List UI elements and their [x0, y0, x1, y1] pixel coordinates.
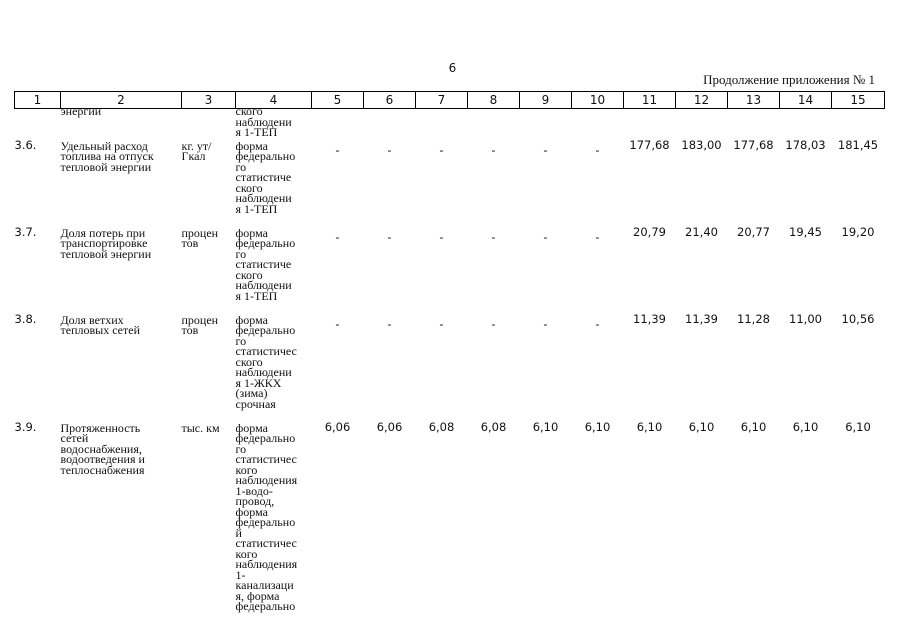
indicator-name [61, 138, 182, 225]
value-cell: - [543, 229, 548, 244]
value-cell: - [335, 229, 340, 244]
value-cell: 6,10 [845, 419, 871, 434]
data-source-line: федерально [235, 236, 296, 250]
indicators-table [14, 91, 885, 623]
data-source-line: статистичес [235, 536, 297, 550]
unit-of-measure [182, 138, 236, 225]
column-number-header: 4 [236, 92, 312, 109]
value-cell: 11,28 [737, 311, 770, 326]
data-source-line: наблюдения [235, 557, 298, 571]
data-source-line: й [235, 525, 242, 540]
data-source-line: (зима) [235, 386, 268, 400]
data-source-line: го [235, 159, 247, 174]
data-source-line: федерально [235, 431, 296, 445]
data-source [236, 312, 312, 420]
unit-line: тов [181, 236, 199, 250]
value-cell: 21,40 [685, 224, 718, 239]
data-source-line: статистичес [235, 452, 297, 466]
value-cell: 6,08 [480, 419, 507, 434]
appendix-continuation-label: Продолжение приложения № 1 [703, 72, 875, 87]
value-cell: 6,08 [428, 419, 455, 434]
data-source [236, 420, 312, 623]
column-number-header: 15 [832, 92, 885, 109]
value-cell: - [491, 316, 496, 331]
indicator-name-line: тепловых сетей [60, 323, 140, 337]
data-source-line: наблюдени [235, 365, 292, 379]
value-cell: - [335, 316, 340, 331]
indicator-name-line: водоотведения и [60, 452, 145, 466]
data-source-line: я 1-ТЕП [235, 201, 278, 216]
data-source-line: кого [235, 546, 258, 561]
column-number-header: 2 [61, 92, 182, 109]
indicator-name-line: теплоснабжения [60, 462, 145, 477]
data-source-line: статистиче [235, 257, 292, 271]
value-cell: 181,45 [837, 137, 879, 152]
value-cell: 6,10 [584, 419, 611, 434]
indicator-name-line: транспортировке [60, 236, 148, 250]
table-row [15, 312, 885, 420]
column-number-header: 5 [312, 92, 364, 109]
unit-of-measure [182, 225, 236, 312]
fragment-source-line: ского [235, 104, 263, 118]
column-number-header: 7 [416, 92, 468, 109]
column-number-header: 13 [728, 92, 780, 109]
data-source-line: канализаци [235, 578, 294, 592]
value-cell: 19,20 [841, 224, 875, 239]
column-number-header: 14 [780, 92, 832, 109]
indicator-name-line: Протяженность [60, 420, 141, 435]
value-cell: - [543, 316, 548, 331]
data-source-line: статистичес [235, 344, 297, 358]
data-source-line: форма [235, 312, 268, 327]
fragment-source-line: наблюдени [235, 114, 292, 129]
column-number-header: 3 [182, 92, 236, 109]
value-cell: - [491, 142, 496, 157]
fragment-name-line: энергии [60, 104, 102, 118]
fragment-name [61, 106, 182, 117]
value-cell: 6,06 [376, 419, 403, 434]
value-cell: - [439, 316, 444, 331]
continued-row-fragment [15, 109, 885, 138]
column-number-header: 12 [676, 92, 728, 109]
value-cell: - [491, 229, 496, 244]
data-source-line: кого [235, 462, 258, 477]
unit-line: Гкал [181, 149, 206, 163]
data-source-line: го [235, 246, 247, 261]
data-source-line: форма [235, 138, 268, 153]
table-row [15, 420, 885, 623]
indicator-name-line: тепловой энергии [60, 246, 152, 261]
value-cell: 177,68 [733, 137, 774, 152]
indicator-name-line: Доля ветхих [60, 312, 124, 327]
data-source-line: я 1-ТЕП [235, 288, 278, 303]
value-cell: - [595, 229, 600, 244]
data-source-line: федерально [235, 515, 296, 529]
data-source-line: федерально [235, 323, 296, 337]
data-source-line: статистиче [235, 170, 292, 184]
value-cell: 183,00 [681, 137, 722, 152]
row-index: 3.7. [14, 224, 37, 239]
data-source-line: форма [235, 225, 268, 240]
value-cell: - [387, 316, 392, 331]
column-number-header: 1 [15, 92, 61, 109]
value-cell: - [595, 142, 600, 157]
table-row [15, 138, 885, 225]
indicator-name-line: тепловой энергии [60, 159, 152, 174]
data-source-line: наблюдени [235, 278, 292, 292]
value-cell: 6,10 [688, 419, 715, 434]
data-source-line: федерально [235, 149, 296, 163]
value-cell: 11,39 [685, 311, 718, 326]
value-cell: - [543, 142, 548, 157]
data-source-line: наблюдени [235, 191, 292, 205]
value-cell: 178,03 [785, 137, 826, 152]
value-cell: - [387, 142, 392, 157]
indicator-name [61, 312, 182, 420]
value-cell: 20,79 [633, 224, 666, 239]
indicator-name-line: сетей [60, 431, 89, 445]
data-source-line: наблюдения [235, 473, 298, 487]
value-cell: 11,39 [633, 311, 666, 326]
value-cell: 6,10 [792, 419, 819, 434]
unit-of-measure [182, 312, 236, 420]
data-source-line: форма [235, 504, 268, 519]
data-source [236, 225, 312, 312]
data-source-line: срочная [235, 396, 276, 411]
column-number-header: 11 [624, 92, 676, 109]
value-cell: - [387, 229, 392, 244]
value-cell: - [439, 142, 444, 157]
value-cell: 20,77 [737, 224, 770, 239]
indicator-name-line: Доля потерь при [60, 225, 146, 240]
row-index: 3.8. [14, 311, 37, 326]
column-number-header: 9 [520, 92, 572, 109]
value-cell: 6,10 [740, 419, 767, 434]
data-source-line: го [235, 333, 247, 348]
unit-of-measure [182, 420, 236, 623]
indicator-name-line: водоснабжения, [60, 441, 142, 456]
data-source-line: 1-водо- [235, 483, 273, 498]
column-number-header: 10 [572, 92, 624, 109]
value-cell: 11,00 [789, 311, 822, 326]
data-source-line: провод, [235, 494, 275, 508]
value-cell: 6,06 [324, 419, 351, 434]
value-cell: 6,10 [532, 419, 559, 434]
row-index: 3.6. [14, 137, 37, 152]
data-source [236, 138, 312, 225]
unit-line: процен [181, 225, 219, 240]
data-source-line: 1- [235, 567, 246, 582]
indicator-name-line: топлива на отпуск [60, 149, 154, 163]
value-cell: 19,45 [789, 224, 822, 239]
fragment-source [236, 106, 312, 138]
column-number-header: 8 [468, 92, 520, 109]
data-source-line: ского [235, 267, 263, 282]
table-row [15, 225, 885, 312]
unit-line: кг. ут/ [181, 138, 212, 153]
value-cell: - [439, 229, 444, 244]
data-source-line: федерально [235, 599, 296, 613]
data-source-line: ского [235, 180, 263, 195]
value-cell: - [335, 142, 340, 157]
unit-line: тыс. км [181, 420, 220, 435]
unit-line: тов [181, 323, 199, 337]
fragment-source-line: я 1-ТЕП [235, 125, 278, 139]
data-source-line: ского [235, 354, 263, 369]
indicator-name-line: Удельный расход [60, 138, 148, 153]
row-index: 3.9. [14, 419, 37, 434]
value-cell: 177,68 [629, 137, 670, 152]
data-source-line: я, форма [235, 588, 280, 603]
value-cell: 6,10 [636, 419, 663, 434]
column-number-header: 6 [364, 92, 416, 109]
data-source-line: го [235, 441, 247, 456]
unit-line: процен [181, 312, 219, 327]
data-source-line: я 1-ЖКХ [235, 375, 282, 390]
data-source-line: форма [235, 420, 268, 435]
indicator-name [61, 420, 182, 623]
page-number: 6 [448, 61, 457, 75]
value-cell: - [595, 316, 600, 331]
indicator-name [61, 225, 182, 312]
value-cell: 10,56 [841, 311, 875, 326]
